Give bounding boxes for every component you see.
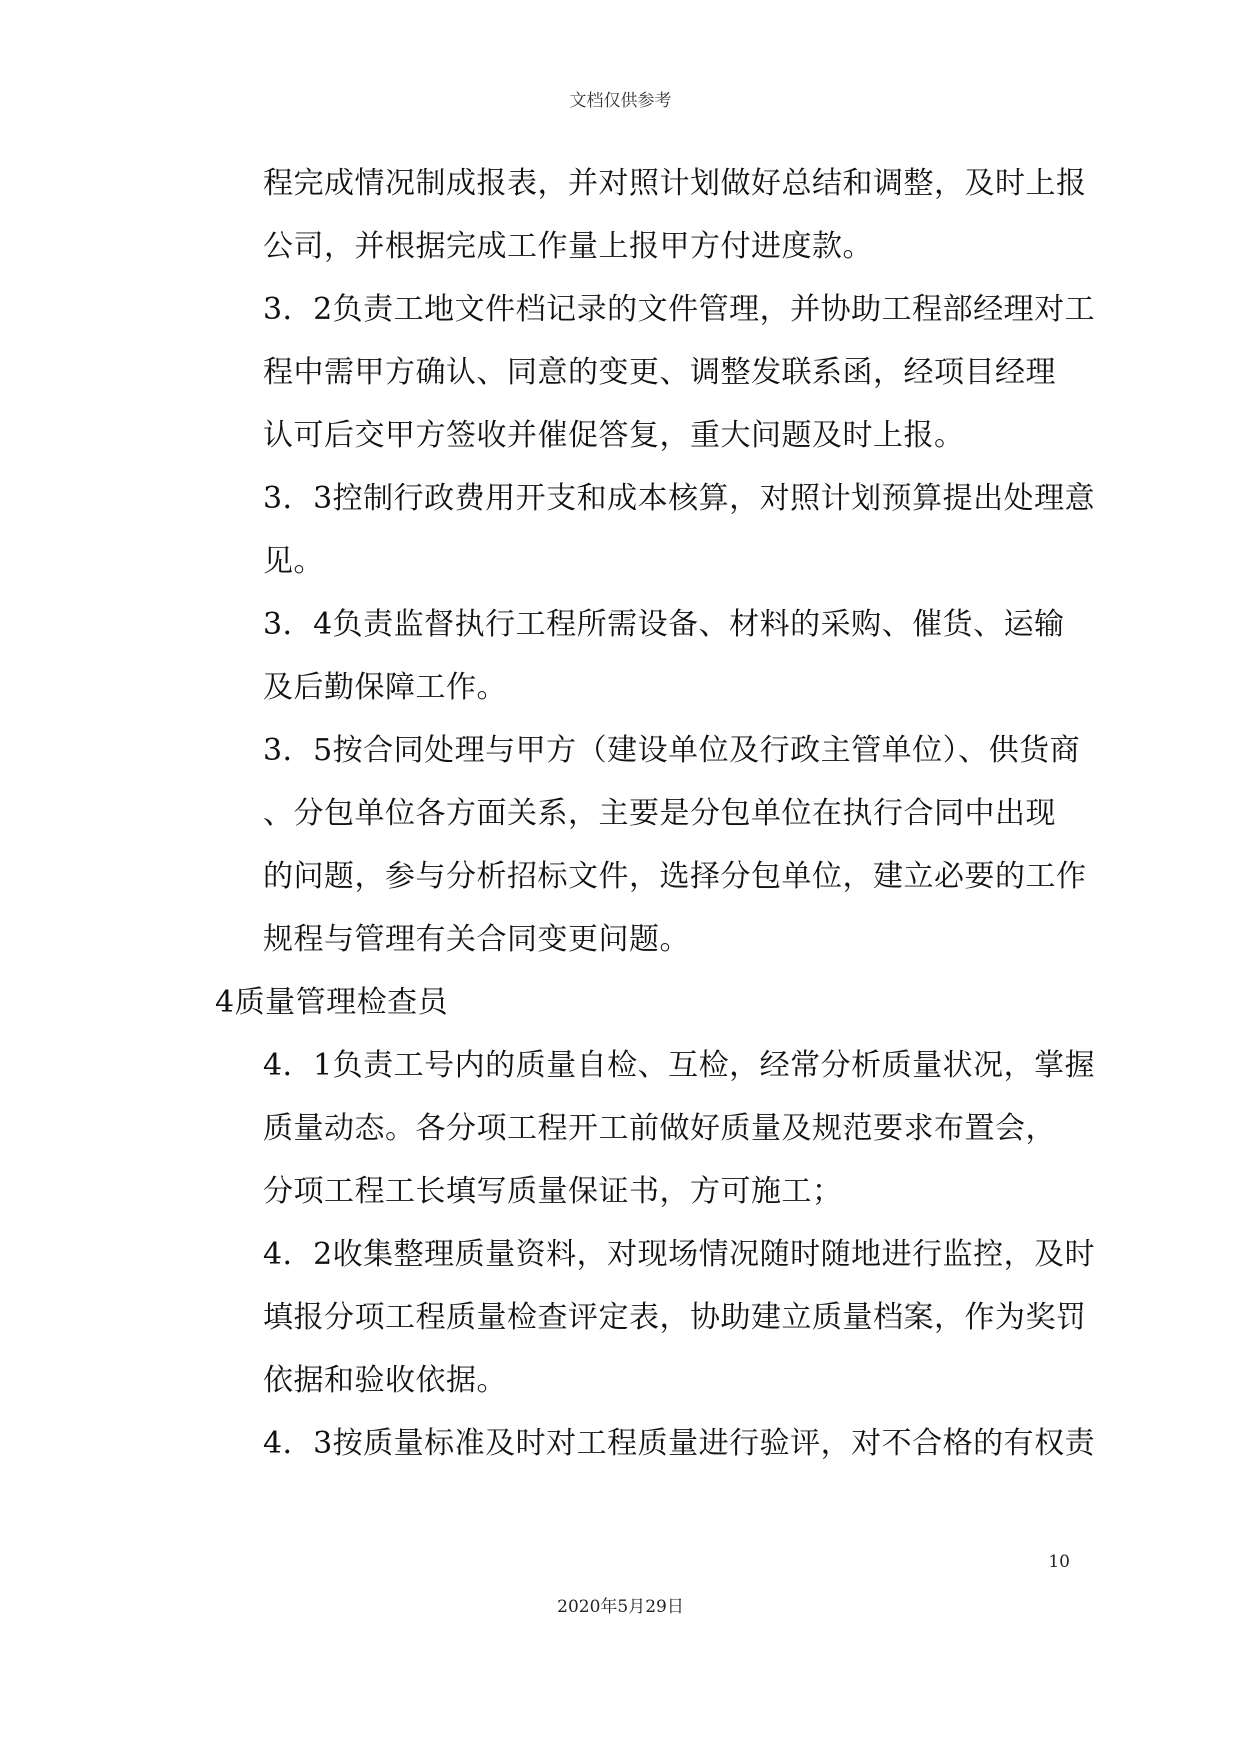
page-number: 10 (1048, 1552, 1070, 1572)
body-line: 4．3按质量标准及时对工程质量进行验评，对不合格的有权责 (263, 1426, 1096, 1461)
body-line: 认可后交甲方签收并催促答复，重大问题及时上报。 (263, 418, 965, 453)
body-line: 程完成情况制成报表，并对照计划做好总结和调整，及时上报 (263, 166, 1087, 201)
body-line: 3．2负责工地文件档记录的文件管理，并协助工程部经理对工 (263, 292, 1096, 327)
body-line: 见。 (263, 544, 324, 579)
page-footer-date: 2020年5月29日 (557, 1597, 684, 1617)
body-line: 3．4负责监督执行工程所需设备、材料的采购、催货、运输 (263, 607, 1065, 642)
body-line: 程中需甲方确认、同意的变更、调整发联系函，经项目经理 (263, 355, 1056, 390)
body-line: 3．3控制行政费用开支和成本核算，对照计划预算提出处理意 (263, 481, 1096, 516)
page-header: 文档仅供参考 (569, 91, 672, 111)
body-line: 依据和验收依据。 (263, 1363, 507, 1398)
body-line: 的问题，参与分析招标文件，选择分包单位，建立必要的工作 (263, 859, 1087, 894)
section-heading: 4质量管理检查员 (215, 985, 449, 1020)
body-line: 分项工程工长填写质量保证书，方可施工； (263, 1174, 843, 1209)
body-line: 4．2收集整理质量资料，对现场情况随时随地进行监控，及时 (263, 1237, 1096, 1272)
body-line: 质量动态。各分项工程开工前做好质量及规范要求布置会， (263, 1111, 1056, 1146)
body-line: 、分包单位各方面关系，主要是分包单位在执行合同中出现 (263, 796, 1056, 831)
body-line: 及后勤保障工作。 (263, 670, 507, 705)
body-line: 填报分项工程质量检查评定表，协助建立质量档案，作为奖罚 (263, 1300, 1087, 1335)
body-line: 3．5按合同处理与甲方（建设单位及行政主管单位）、供货商 (263, 733, 1081, 768)
body-line: 公司，并根据完成工作量上报甲方付进度款。 (263, 229, 873, 264)
body-line: 4．1负责工号内的质量自检、互检，经常分析质量状况，掌握 (263, 1048, 1096, 1083)
body-line: 规程与管理有关合同变更问题。 (263, 922, 690, 957)
